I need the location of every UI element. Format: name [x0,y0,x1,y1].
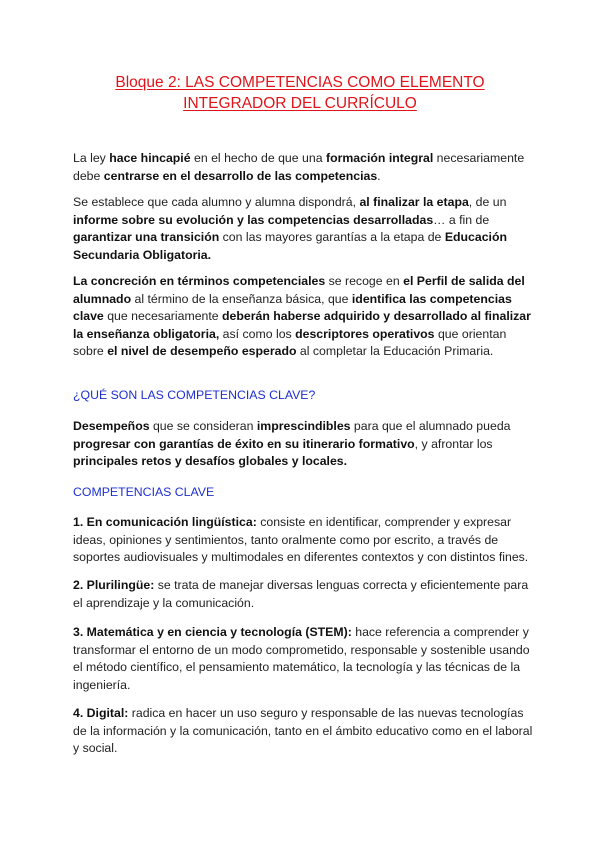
text-run: Se establece que cada alumno y alumna dispondrá, [73,195,360,209]
text-run: necesariamente debe [73,151,525,183]
bold-text-run: Educación Secundaria Obligatoria. [73,230,507,262]
bold-text-run: deberán haberse adquirido y desarrollado al finalizar la enseñanza obligatoria, [73,309,531,341]
text-run: que necesariamente [103,309,223,324]
bold-text-run: formación integral [325,151,434,165]
text-run: que orientan sobre [73,326,507,359]
competencia-label: 2. Plurilingüe: [73,578,155,592]
text-run: , y afrontar los [414,436,493,451]
bold-text-run: centrarse en el desarrollo de las competencias [103,168,378,183]
competencia-label: 4. Digital: [73,706,129,720]
definition-paragraph [73,418,533,471]
bold-text-run: informe sobre su evolución y las competencias desarrolladas [73,212,434,227]
text-run: con las mayores garantías a la etapa de [219,230,445,245]
competencia-item [73,577,533,612]
page-title [60,72,540,114]
bold-text-run: Desempeños [73,419,150,433]
competencia-text: se trata de manejar diversas lenguas correcta y eficientemente para el aprendizaje y la comunicación. [73,578,529,610]
text-run: La ley [73,151,110,165]
bold-text-run: garantizar una transición [73,230,220,245]
intro-paragraph-3 [73,273,533,361]
text-run: se recoge en [325,274,404,288]
bold-text-run: al finalizar la etapa [359,195,469,209]
intro-paragraph-2 [73,194,533,264]
competencia-text: radica en hacer un uso seguro y responsable de las nuevas tecnologías de la información y la comunicación, tanto en el ámbito educativo como en el laboral y social. [73,706,533,756]
bold-text-run: principales retos y desafíos globales y locales. [73,454,348,469]
text-run: . [377,168,381,183]
competencia-item [73,514,533,567]
competencia-item [73,705,533,758]
bold-text-run: el Perfil de salida del alumnado [73,274,525,306]
competencia-label: 1. En comunicación lingüística: [73,515,257,529]
competencia-label: 3. Matemática y en ciencia y tecnología (STEM): [73,625,352,639]
competencias-heading: COMPETENCIAS CLAVE [73,485,215,499]
text-run: que se consideran [149,419,257,433]
text-run: al completar la Educación Primaria. [296,344,494,359]
bold-text-run: identifica las competencias clave [73,291,512,324]
bold-text-run: La concreción en términos competenciales [73,274,326,288]
text-run: , de un [468,195,507,209]
competencia-item [73,624,533,694]
title-line-1: Bloque 2: LAS COMPETENCIAS COMO ELEMENTO [115,74,485,91]
competencia-text: hace referencia a comprender y transformar el entorno de un modo comprometido, responsable y sostenible usando el método científico, el pensamiento matemático, la tecnología y las técnicas de la ingeniería. [73,625,530,692]
title-line-2: INTEGRADOR DEL CURRÍCULO [183,95,417,112]
intro-paragraph-1 [73,150,533,185]
text-run: para que el alumnado pueda [350,419,511,433]
question-heading: ¿QUÉ SON LAS COMPETENCIAS CLAVE? [73,388,316,402]
bold-text-run: hace hincapié [109,151,191,165]
text-run: al término de la enseñanza básica, que [131,291,352,306]
bold-text-run: progresar con garantías de éxito en su itinerario formativo [73,436,415,451]
text-run: … a fin de [433,212,490,227]
bold-text-run: descriptores operativos [295,326,435,341]
bold-text-run: el nivel de desempeño esperado [107,344,297,359]
text-run: en el hecho de que una [190,151,326,165]
text-run: así como los [219,326,296,341]
bold-text-run: imprescindibles [256,419,351,433]
competencia-text: consiste en identificar, comprender y expresar ideas, opiniones y sentimientos, tanto oralmente como por escrito, a través de soportes audiovisuales y multimodales en diferentes contextos y con distintos fines. [73,515,529,565]
